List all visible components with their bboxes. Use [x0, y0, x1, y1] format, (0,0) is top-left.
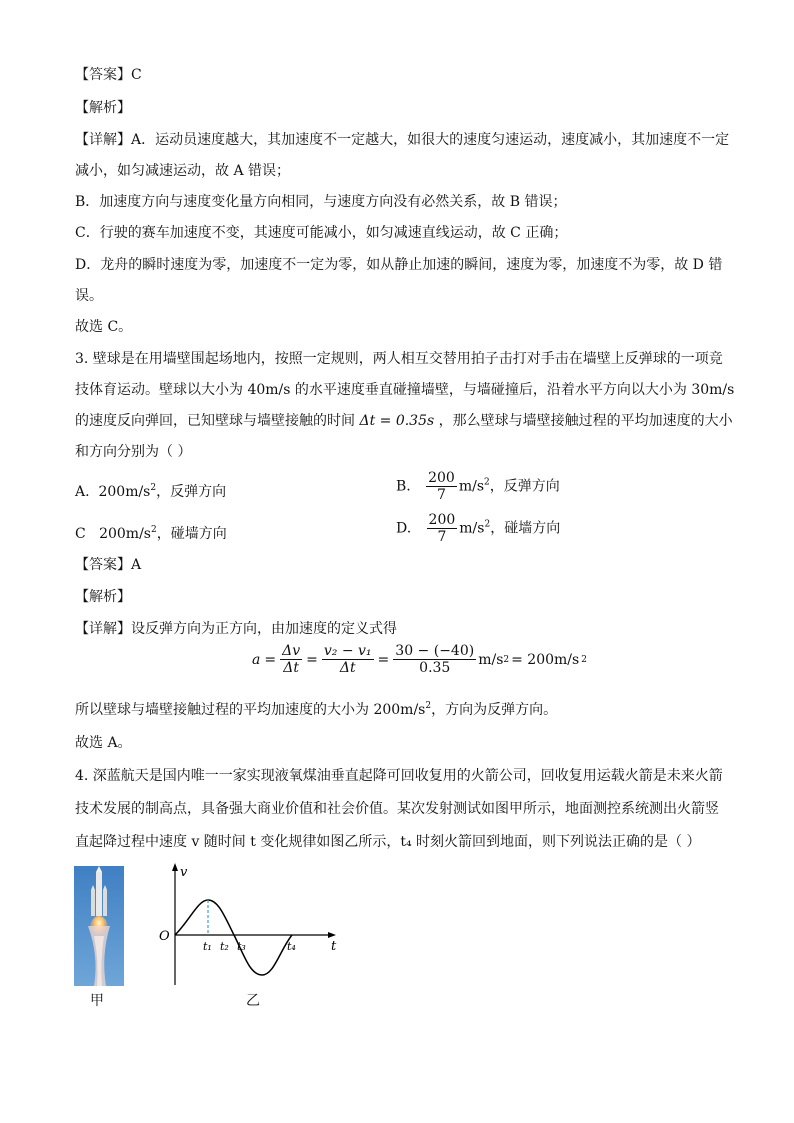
- caption-jia: 甲: [90, 993, 104, 1009]
- q3-detail: 【详解】设反弹方向为正方向，由加速度的定义式得: [75, 621, 397, 637]
- option-c: C $200m/s^2$，碰墙方向: [75, 525, 227, 542]
- option-b-label: B.: [396, 478, 411, 495]
- eq-frac-numbers: $\frac{30 - (-40)}{0.35}$: [395, 643, 475, 676]
- q4-stem-line-2: 技术发展的制高点，具备强大商业价值和社会价值。某次发射测试如图甲所示，地面测控系统测出火箭竖: [75, 801, 719, 817]
- t3-label: t₃: [237, 940, 246, 953]
- option-b-direction: ，反弹方向: [489, 478, 560, 495]
- q3-stem-line-3: [75, 411, 733, 431]
- eq-result: = 200m/s: [511, 651, 580, 668]
- q3-conclusion-tail: ，方向为反弹方向。: [431, 702, 558, 718]
- option-a-value: 200m/s: [98, 484, 151, 500]
- answer-value: C: [131, 67, 142, 83]
- option-d-explanation-2: 误。: [75, 288, 103, 304]
- q3-conclusion: 所以壁球与墙壁接触过程的平均加速度的大小为 $200m/s^2$，方向为反弹方向。: [75, 701, 558, 718]
- detail-line-1: 【详解】A．运动员速度越大，其加速度不一定越大，如很大的速度匀速运动，速度减小，其加速度不一定: [75, 132, 730, 148]
- q3-answer-tag: 【答案】: [75, 557, 131, 573]
- option-b: B. $\frac{200}{7}$ $m/s^2$，反弹方向: [396, 470, 560, 503]
- q3-stem-3c: ，那么壁球与墙壁接触过程的平均加速度的大小: [438, 413, 733, 429]
- q4-stem-line-3: 直起降过程中速度 v 随时间 t 变化规律如图乙所示，t₄ 时刻火箭回到地面，则下列说法正确的是（ ）: [75, 834, 701, 850]
- v-axis-arrow: [172, 863, 178, 871]
- origin-label: O: [159, 929, 170, 944]
- acceleration-equation: a = $\frac{\Delta v}{\Delta t}$ = $\frac{\text{v₂ − v₁}}{\Delta t}$ = $\frac{30 - (-40)}{0.35}$ m/s 2 = 200m/s 2: [252, 643, 587, 676]
- option-b-unit: m/s: [458, 478, 485, 495]
- t2-label: t₂: [220, 940, 229, 953]
- option-c-direction: ，碰墙方向: [156, 526, 227, 542]
- option-d-fraction: $\frac{200}{7}$: [428, 512, 456, 545]
- v-t-graph: [150, 860, 340, 990]
- t-axis-arrow: [328, 932, 336, 938]
- option-a-label: A.: [75, 484, 90, 500]
- q3-answer-line: [75, 555, 141, 575]
- analysis-heading: 【解析】: [75, 100, 131, 116]
- option-c-explanation: C．行驶的赛车加速度不变，其速度可能减小，如匀减速直线运动，故 C 正确；: [75, 225, 568, 241]
- option-a: A. $200m/s^2$，反弹方向: [75, 483, 227, 500]
- q3-choose: 故选 A。: [75, 735, 132, 751]
- eq-unit: m/s: [478, 651, 504, 668]
- q3-stem-line-1: 3. 壁球是在用墙壁围起场地内，按照一定规则，两人相互交替用拍子击打对手击在墙壁上反弹球的一项竞: [75, 351, 723, 367]
- eq-frac-dv-dt: $\frac{\Delta v}{\Delta t}$: [282, 643, 301, 676]
- eq-frac-v2v1: $\frac{\text{v₂ − v₁}}{\Delta t}$: [323, 643, 372, 676]
- option-d-label: D.: [396, 520, 412, 537]
- rocket-photo: [74, 866, 124, 986]
- choose-line: 故选 C。: [75, 319, 133, 335]
- answer-tag: 【答案】: [75, 67, 131, 83]
- option-c-label: C: [75, 526, 86, 542]
- option-d-direction: ，碰墙方向: [490, 520, 561, 537]
- caption-yi: 乙: [246, 993, 260, 1009]
- detail-line-2: 减小，如匀减速运动，故 A 错误；: [75, 163, 291, 179]
- q4-stem-line-1: 4. 深蓝航天是国内唯一一家实现液氧煤油垂直起降可回收复用的火箭公司，回收复用运载火箭是未来火箭: [75, 768, 723, 784]
- option-a-direction: ，反弹方向: [156, 484, 227, 500]
- option-d-explanation-1: D．龙舟的瞬时速度为零，加速度不一定为零，如从静止加速的瞬间，速度为零，加速度不为零，故 D 错: [75, 257, 723, 273]
- option-b-fraction: $\frac{200}{7}$: [428, 470, 455, 503]
- t-axis-label: t: [331, 939, 337, 954]
- answer-line: [75, 65, 142, 85]
- q3-delta-t: Δt = 0.35s: [359, 413, 435, 429]
- option-d: D. $\frac{200}{7}$ $m/s^2$，碰墙方向: [396, 512, 561, 545]
- q3-stem-line-2: 技体育运动。壁球以大小为 40m/s 的水平速度垂直碰撞墙壁，与墙碰撞后，沿着水平方向以大小为 30m/s: [75, 382, 735, 398]
- q3-analysis-heading: 【解析】: [75, 589, 131, 605]
- velocity-curve: [175, 900, 292, 975]
- v-axis-label: v: [180, 865, 188, 880]
- q3-stem-line-4: 和方向分别为（ ）: [75, 444, 192, 460]
- q3-answer-value: A: [131, 557, 142, 573]
- t1-label: t₁: [203, 940, 212, 953]
- option-c-value: 200m/s: [99, 526, 151, 542]
- option-d-unit: m/s: [459, 520, 485, 537]
- t4-label: t₄: [287, 940, 296, 953]
- q3-stem-3a: 的速度反向弹回，已知壁球与墙壁接触的时间: [75, 413, 355, 429]
- q3-conclusion-text: 所以壁球与墙壁接触过程的平均加速度的大小为 200m/s: [75, 702, 426, 718]
- eq-a: a: [252, 651, 261, 668]
- option-b-explanation: B．加速度方向与速度变化量方向相同，与速度方向没有必然关系，故 B 错误；: [75, 194, 567, 210]
